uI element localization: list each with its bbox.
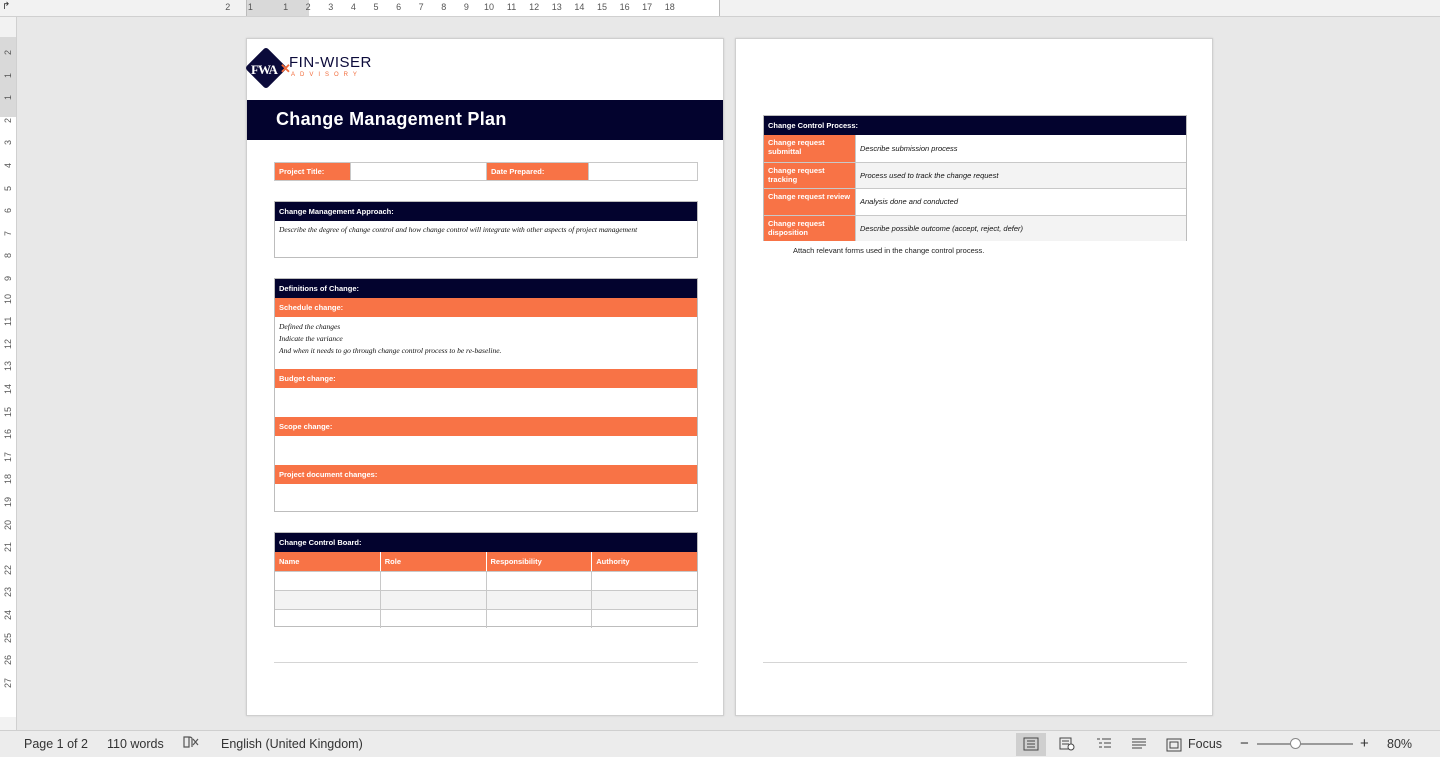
ruler-number: 26 <box>3 655 13 666</box>
ruler-number: 17 <box>642 2 653 12</box>
ruler-number: 20 <box>3 519 13 530</box>
zoom-slider-handle[interactable] <box>1290 738 1301 749</box>
table-row[interactable] <box>764 188 1186 215</box>
process-key: Change request disposition <box>764 216 856 242</box>
process-value[interactable]: Describe possible outcome (accept, reject, defer) <box>860 223 1023 233</box>
approach-heading: Change Management Approach: <box>275 202 697 221</box>
budget-change-label: Budget change: <box>275 369 697 388</box>
ruler-number: 24 <box>3 609 13 620</box>
print-layout-icon <box>1023 737 1039 751</box>
ruler-number: 27 <box>3 677 13 688</box>
project-title-field[interactable] <box>350 163 487 180</box>
ruler-number: 16 <box>3 429 13 440</box>
ruler-number: 2 <box>3 117 13 123</box>
word-count[interactable]: 110 words <box>107 737 164 751</box>
ruler-number: 21 <box>3 542 13 553</box>
ruler-number: 14 <box>3 383 13 394</box>
ruler-number: 16 <box>619 2 630 12</box>
project-title-label: Project Title: <box>275 163 350 180</box>
budget-change-field[interactable] <box>275 388 697 417</box>
ruler-number: 4 <box>350 2 356 12</box>
schedule-line: And when it needs to go through change control process to be re-baseline. <box>279 346 502 355</box>
ruler-number: 11 <box>506 2 517 12</box>
change-control-board-table <box>274 532 698 627</box>
ruler-number: 23 <box>3 587 13 598</box>
ruler-number: 17 <box>3 451 13 462</box>
table-cell[interactable] <box>592 572 697 590</box>
ruler-number: 1 <box>247 2 253 12</box>
ruler-number: 2 <box>3 49 13 55</box>
tab-stop-selector-icon[interactable]: ↱ <box>2 1 11 12</box>
document-page-2[interactable] <box>735 38 1213 716</box>
document-changes-label: Project document changes: <box>275 465 697 484</box>
fin-wiser-logo <box>247 51 387 91</box>
ruler-number: 13 <box>551 2 562 12</box>
ruler-number: 3 <box>328 2 334 12</box>
web-layout-view-button[interactable] <box>1052 733 1082 756</box>
ruler-number: 5 <box>373 2 379 12</box>
process-value[interactable]: Analysis done and conducted <box>860 197 958 207</box>
ruler-number: 7 <box>418 2 424 12</box>
document-title[interactable]: Change Management Plan <box>276 109 507 129</box>
ruler-number: 11 <box>3 316 13 327</box>
table-cell[interactable] <box>487 591 593 609</box>
attach-note[interactable]: Attach relevant forms used in the change control process. <box>793 246 985 255</box>
table-row[interactable] <box>764 135 1186 162</box>
ruler-number: 18 <box>664 2 675 12</box>
board-col-responsibility: Responsibility <box>487 552 593 571</box>
vertical-ruler[interactable] <box>0 17 17 730</box>
logo-mark: FWA <box>251 62 277 77</box>
ruler-number: 19 <box>3 496 13 507</box>
table-row[interactable] <box>764 162 1186 189</box>
ruler-number: 1 <box>3 72 13 78</box>
table-cell[interactable] <box>275 591 381 609</box>
title-banner <box>247 100 723 140</box>
ruler-number: 6 <box>396 2 402 12</box>
definitions-heading: Definitions of Change: <box>275 279 697 298</box>
ruler-number: 10 <box>3 293 13 304</box>
date-prepared-label: Date Prepared: <box>487 163 588 180</box>
ruler-number: 1 <box>3 95 13 101</box>
change-control-process-table <box>763 115 1187 241</box>
table-row[interactable] <box>764 215 1186 242</box>
definitions-table <box>274 278 698 512</box>
ruler-number: 13 <box>3 361 13 372</box>
ruler-number: 9 <box>463 2 469 12</box>
table-cell[interactable] <box>592 591 697 609</box>
ruler-number: 22 <box>3 564 13 575</box>
web-layout-icon <box>1059 737 1075 751</box>
page-count[interactable]: Page 1 of 2 <box>24 737 88 751</box>
ruler-left-margin <box>247 0 309 16</box>
process-value[interactable]: Describe submission process <box>860 143 958 153</box>
focus-icon <box>1166 738 1182 752</box>
board-heading: Change Control Board: <box>275 533 697 552</box>
schedule-change-label: Schedule change: <box>275 298 697 317</box>
zoom-slider-track[interactable] <box>1257 743 1353 745</box>
status-bar <box>0 730 1440 757</box>
schedule-change-text[interactable] <box>275 317 697 369</box>
table-cell[interactable] <box>592 610 697 628</box>
zoom-in-button[interactable]: + <box>1360 735 1369 752</box>
document-changes-field[interactable] <box>275 484 697 512</box>
outline-view-button[interactable] <box>1089 733 1119 756</box>
language-indicator[interactable]: English (United Kingdom) <box>221 737 363 751</box>
process-key: Change request submittal <box>764 135 856 162</box>
scope-change-label: Scope change: <box>275 417 697 436</box>
board-col-role: Role <box>381 552 487 571</box>
outline-icon <box>1096 737 1112 751</box>
table-cell[interactable] <box>381 572 487 590</box>
horizontal-ruler[interactable] <box>0 0 1440 17</box>
logo-subtitle: ADVISORY <box>291 72 362 78</box>
ruler-page-area <box>225 0 720 16</box>
table-row[interactable] <box>275 590 697 609</box>
ruler-number: 7 <box>3 230 13 236</box>
process-value[interactable]: Process used to track the change request <box>860 170 999 180</box>
table-row[interactable] <box>275 609 697 628</box>
draft-icon <box>1131 737 1147 751</box>
table-cell[interactable] <box>487 572 593 590</box>
print-layout-view-button[interactable] <box>1016 733 1046 756</box>
logo-name: FIN-WISER <box>289 54 372 71</box>
ruler-number: 12 <box>529 2 540 12</box>
date-prepared-field[interactable] <box>588 163 697 180</box>
scope-change-field[interactable] <box>275 436 697 465</box>
ruler-number: 8 <box>3 253 13 259</box>
ruler-number: 5 <box>3 185 13 191</box>
approach-text[interactable]: Describe the degree of change control and how change control will integrate with other aspects of project management <box>279 225 638 234</box>
ruler-number: 25 <box>3 632 13 643</box>
ruler-number: 12 <box>3 338 13 349</box>
project-info-row <box>274 162 698 181</box>
ruler-number: 15 <box>596 2 608 12</box>
zoom-level[interactable]: 80% <box>1387 737 1413 751</box>
ruler-number: 2 <box>305 2 311 12</box>
table-cell[interactable] <box>381 591 487 609</box>
board-col-authority: Authority <box>596 557 630 566</box>
ruler-number: 1 <box>283 2 289 12</box>
ruler-number: 2 <box>225 2 231 12</box>
table-cell[interactable] <box>275 572 381 590</box>
ruler-number: 8 <box>441 2 447 12</box>
focus-label: Focus <box>1188 737 1223 751</box>
board-col-name: Name <box>275 552 381 571</box>
process-key: Change request review <box>764 189 856 215</box>
approach-table <box>274 201 698 258</box>
ruler-number: 9 <box>3 275 13 281</box>
ruler-number: 18 <box>3 474 13 485</box>
ruler-number: 3 <box>3 140 13 146</box>
focus-mode-button[interactable] <box>1166 735 1236 755</box>
ruler-number: 4 <box>3 162 13 168</box>
table-cell[interactable] <box>487 610 593 628</box>
ruler-number: 10 <box>483 2 495 12</box>
proofing-icon[interactable] <box>183 735 199 752</box>
process-key: Change request tracking <box>764 163 856 189</box>
footer-divider <box>274 662 698 663</box>
process-heading: Change Control Process: <box>764 116 1186 135</box>
table-cell[interactable] <box>275 610 381 628</box>
table-cell[interactable] <box>381 610 487 628</box>
footer-divider <box>763 662 1187 663</box>
ruler-number: 15 <box>3 406 13 417</box>
draft-view-button[interactable] <box>1124 733 1154 756</box>
board-header-row <box>275 552 697 571</box>
ruler-number: 14 <box>574 2 585 12</box>
table-row[interactable] <box>275 571 697 590</box>
logo-x-mark: ✕ <box>280 61 291 76</box>
zoom-out-button[interactable]: − <box>1240 735 1249 752</box>
schedule-line: Defined the changes <box>279 322 341 331</box>
ruler-number: 6 <box>3 208 13 214</box>
document-page-1[interactable] <box>246 38 724 716</box>
schedule-line: Indicate the variance <box>279 334 343 343</box>
